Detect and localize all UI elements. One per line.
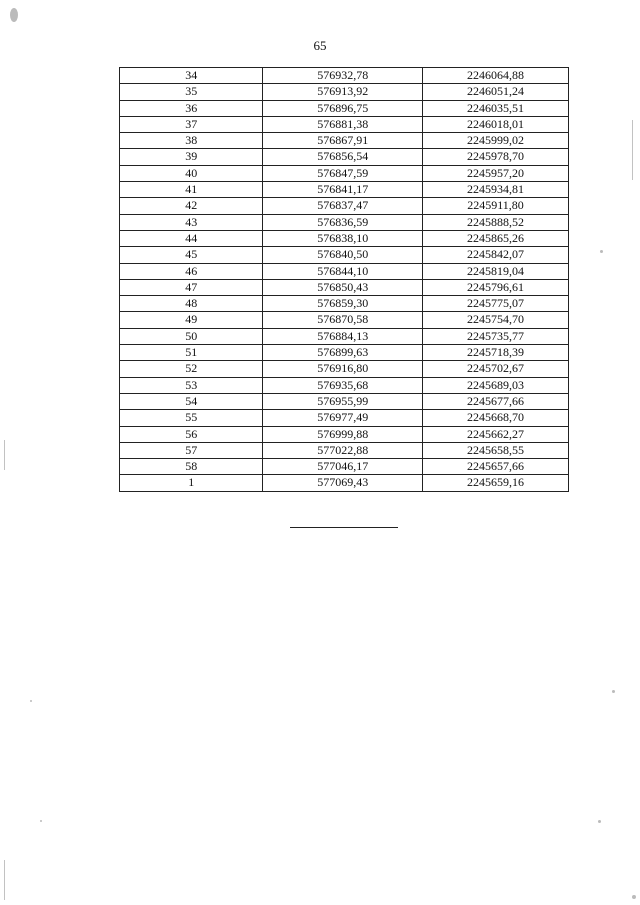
point-number-cell: 50 (120, 328, 263, 344)
x-coordinate-cell: 576913,92 (263, 84, 423, 100)
table-row (120, 165, 569, 181)
end-divider-line (290, 527, 398, 528)
table-row (120, 149, 569, 165)
point-number-cell: 49 (120, 312, 263, 328)
table-row (120, 116, 569, 132)
x-coordinate-cell: 576916,80 (263, 361, 423, 377)
table-row (120, 182, 569, 198)
point-number-cell: 57 (120, 442, 263, 458)
scan-edge-mark (4, 440, 5, 470)
y-coordinate-cell: 2245865,26 (423, 230, 569, 246)
table-row (120, 263, 569, 279)
x-coordinate-cell: 577069,43 (263, 475, 423, 491)
x-coordinate-cell: 577022,88 (263, 442, 423, 458)
y-coordinate-cell: 2245888,52 (423, 214, 569, 230)
x-coordinate-cell: 576955,99 (263, 393, 423, 409)
point-number-cell: 44 (120, 230, 263, 246)
scan-speck (632, 895, 636, 899)
y-coordinate-cell: 2245796,61 (423, 279, 569, 295)
x-coordinate-cell: 576870,58 (263, 312, 423, 328)
coordinates-table (119, 67, 569, 492)
y-coordinate-cell: 2245775,07 (423, 296, 569, 312)
x-coordinate-cell: 576838,10 (263, 230, 423, 246)
table-row (120, 410, 569, 426)
table-row (120, 214, 569, 230)
page-number: 65 (313, 38, 327, 53)
x-coordinate-cell: 576896,75 (263, 100, 423, 116)
scan-speck (40, 820, 42, 822)
x-coordinate-cell: 577046,17 (263, 459, 423, 475)
y-coordinate-cell: 2245842,07 (423, 247, 569, 263)
x-coordinate-cell: 576881,38 (263, 116, 423, 132)
point-number-cell: 38 (120, 133, 263, 149)
x-coordinate-cell: 576850,43 (263, 279, 423, 295)
point-number-cell: 37 (120, 116, 263, 132)
y-coordinate-cell: 2245689,03 (423, 377, 569, 393)
y-coordinate-cell: 2245934,81 (423, 182, 569, 198)
scan-edge-mark (632, 120, 633, 180)
x-coordinate-cell: 576837,47 (263, 198, 423, 214)
y-coordinate-cell: 2245754,70 (423, 312, 569, 328)
table-row (120, 393, 569, 409)
point-number-cell: 41 (120, 182, 263, 198)
y-coordinate-cell: 2245657,66 (423, 459, 569, 475)
y-coordinate-cell: 2246051,24 (423, 84, 569, 100)
table-row (120, 377, 569, 393)
y-coordinate-cell: 2245999,02 (423, 133, 569, 149)
point-number-cell: 51 (120, 345, 263, 361)
point-number-cell: 35 (120, 84, 263, 100)
scan-speck (612, 690, 615, 693)
y-coordinate-cell: 2245658,55 (423, 442, 569, 458)
scan-edge-mark (4, 860, 5, 900)
table-row (120, 279, 569, 295)
y-coordinate-cell: 2246018,01 (423, 116, 569, 132)
x-coordinate-cell: 576859,30 (263, 296, 423, 312)
table-row (120, 230, 569, 246)
y-coordinate-cell: 2246064,88 (423, 68, 569, 84)
table-row (120, 247, 569, 263)
x-coordinate-cell: 576856,54 (263, 149, 423, 165)
x-coordinate-cell: 576867,91 (263, 133, 423, 149)
point-number-cell: 34 (120, 68, 263, 84)
y-coordinate-cell: 2245677,66 (423, 393, 569, 409)
point-number-cell: 55 (120, 410, 263, 426)
x-coordinate-cell: 576932,78 (263, 68, 423, 84)
point-number-cell: 56 (120, 426, 263, 442)
table-row (120, 442, 569, 458)
point-number-cell: 36 (120, 100, 263, 116)
y-coordinate-cell: 2245718,39 (423, 345, 569, 361)
table-row (120, 296, 569, 312)
x-coordinate-cell: 576844,10 (263, 263, 423, 279)
table-row (120, 475, 569, 491)
point-number-cell: 1 (120, 475, 263, 491)
point-number-cell: 58 (120, 459, 263, 475)
point-number-cell: 46 (120, 263, 263, 279)
point-number-cell: 43 (120, 214, 263, 230)
table-row (120, 361, 569, 377)
y-coordinate-cell: 2245978,70 (423, 149, 569, 165)
y-coordinate-cell: 2245819,04 (423, 263, 569, 279)
point-number-cell: 52 (120, 361, 263, 377)
table-row (120, 312, 569, 328)
y-coordinate-cell: 2245957,20 (423, 165, 569, 181)
table-row (120, 345, 569, 361)
point-number-cell: 48 (120, 296, 263, 312)
scan-speck (10, 8, 18, 22)
y-coordinate-cell: 2246035,51 (423, 100, 569, 116)
point-number-cell: 42 (120, 198, 263, 214)
table-row (120, 459, 569, 475)
y-coordinate-cell: 2245911,80 (423, 198, 569, 214)
y-coordinate-cell: 2245735,77 (423, 328, 569, 344)
point-number-cell: 39 (120, 149, 263, 165)
table-row (120, 133, 569, 149)
scan-speck (600, 250, 603, 253)
y-coordinate-cell: 2245662,27 (423, 426, 569, 442)
table-row (120, 84, 569, 100)
coordinates-table-body (120, 68, 569, 492)
x-coordinate-cell: 576884,13 (263, 328, 423, 344)
table-row (120, 426, 569, 442)
point-number-cell: 40 (120, 165, 263, 181)
y-coordinate-cell: 2245659,16 (423, 475, 569, 491)
x-coordinate-cell: 576999,88 (263, 426, 423, 442)
point-number-cell: 47 (120, 279, 263, 295)
x-coordinate-cell: 576840,50 (263, 247, 423, 263)
y-coordinate-cell: 2245668,70 (423, 410, 569, 426)
x-coordinate-cell: 576935,68 (263, 377, 423, 393)
scan-speck (598, 820, 601, 823)
y-coordinate-cell: 2245702,67 (423, 361, 569, 377)
table-row (120, 68, 569, 84)
x-coordinate-cell: 576977,49 (263, 410, 423, 426)
x-coordinate-cell: 576836,59 (263, 214, 423, 230)
x-coordinate-cell: 576841,17 (263, 182, 423, 198)
x-coordinate-cell: 576847,59 (263, 165, 423, 181)
scan-speck (30, 700, 32, 702)
x-coordinate-cell: 576899,63 (263, 345, 423, 361)
point-number-cell: 54 (120, 393, 263, 409)
table-row (120, 100, 569, 116)
point-number-cell: 45 (120, 247, 263, 263)
point-number-cell: 53 (120, 377, 263, 393)
table-row (120, 198, 569, 214)
table-row (120, 328, 569, 344)
